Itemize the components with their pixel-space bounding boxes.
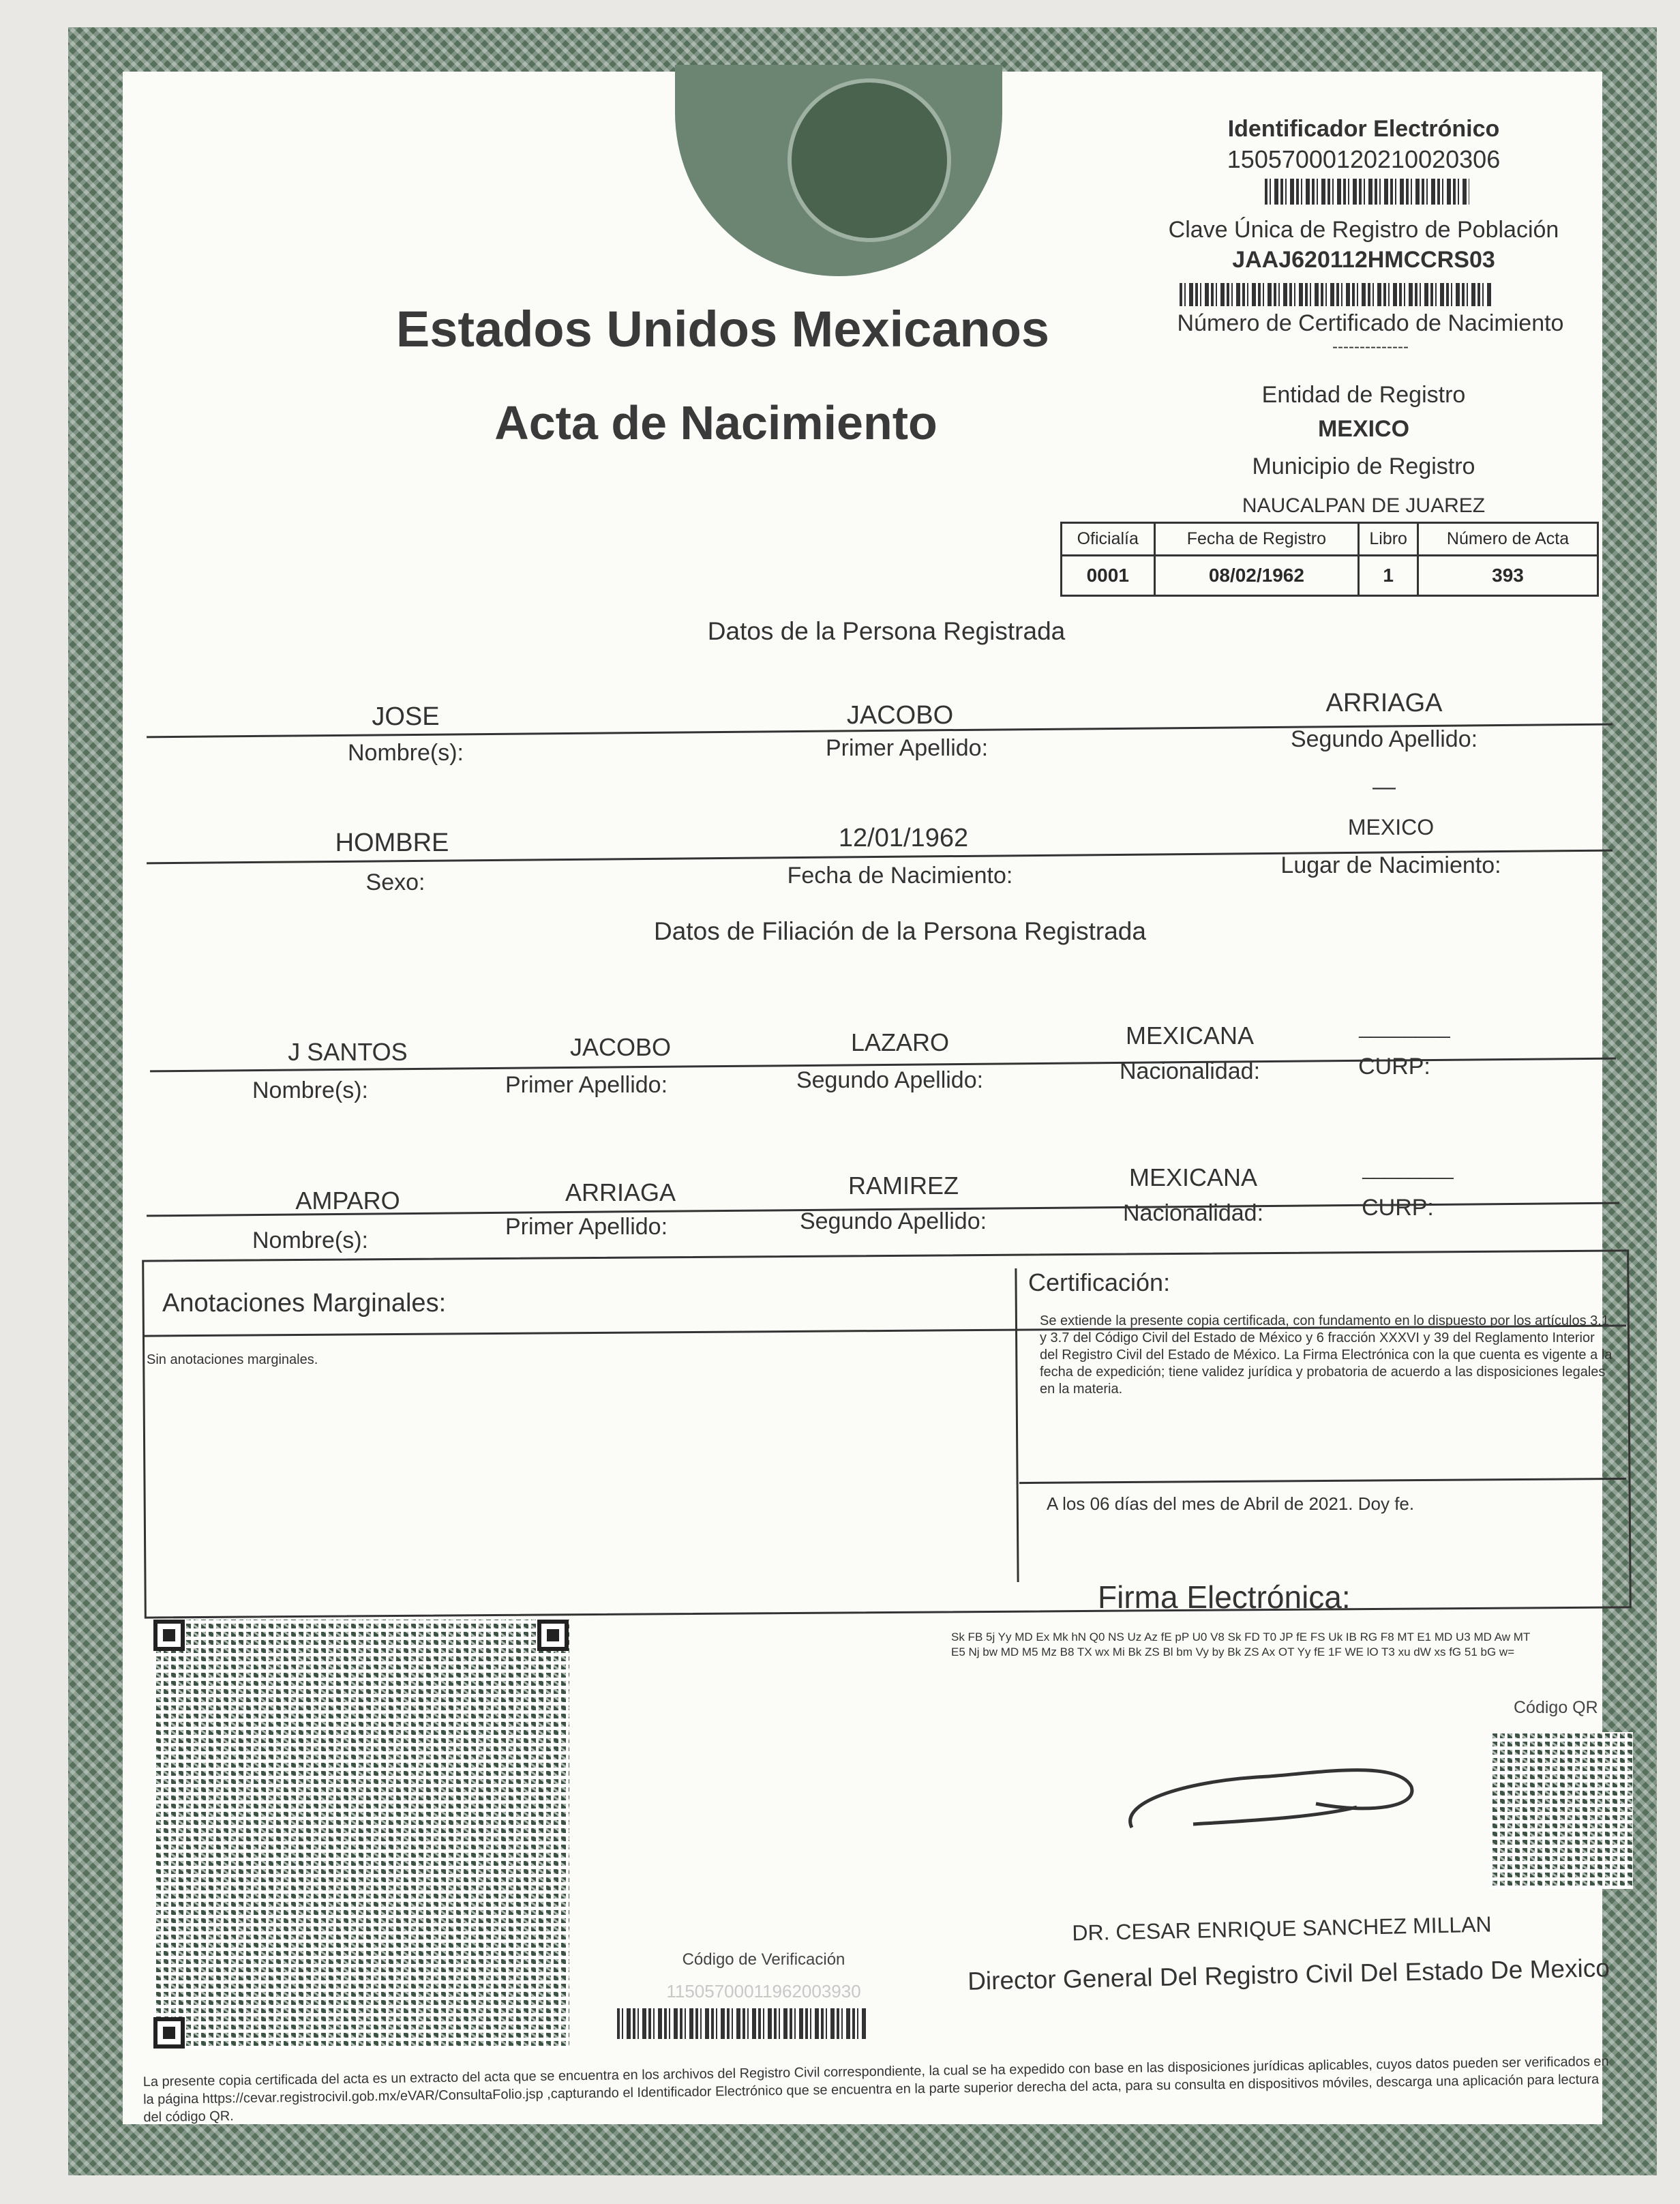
person-birth-place-label: Lugar de Nacimiento: (1280, 852, 1501, 878)
verification-label: Código de Verificación (682, 1950, 845, 1969)
father-curp-label: CURP: (1358, 1054, 1430, 1079)
registry-header-book: Libro (1359, 523, 1418, 556)
signature-hash: Sk FB 5j Yy MD Ex Mk hN Q0 NS Uz Az fE pP U0 V8 Sk FD T0 JP fE FS Uk IB RG F8 MT E1 MD U3 MD Aw MT E5 Nj bw MD M5 Mz B8 TX wx Mi Bk ZS Bl bm Vy by Bk ZS Ax OT Yy fE 1F WE lO T3 xu dW xs fG 51 bG w= (951, 1630, 1530, 1658)
footer-legal-text: La presente copia certificada del acta es un extracto del acta que se encuentra en los archivos del Registro Civil correspondiente, la cual se ha expedido con base en las disposiciones jurídicas aplicables, cuyos datos pueden ser verificados en la página https://cevar.registrocivil.gob.mx/eVAR/ConsultaFolio.jsp ,capturando el Identificador Electrónico que se encuentra en la parte superior derecha del acta, para su consulta en dispositivos móviles, descarga una aplicación para lectura del código QR. (142, 2054, 1609, 2126)
registry-oficialia: 0001 (1062, 556, 1155, 596)
registry-header-act: Número de Acta (1418, 523, 1598, 556)
certificate-number-value: -------------- (1332, 338, 1409, 356)
father-surname2: LAZARO (850, 1028, 950, 1056)
father-curp: ________ (1359, 1016, 1450, 1039)
person-surname1: JACOBO (846, 701, 954, 730)
person-surname2: ARRIAGA (1325, 689, 1443, 717)
registry-act-number: 393 (1418, 556, 1598, 596)
annotations-text: Sin anotaciones marginales. (147, 1352, 318, 1367)
mother-name-label: Nombre(s): (252, 1227, 369, 1253)
person-surname2-label: Segundo Apellido: (1290, 726, 1478, 752)
person-birth-date-label: Fecha de Nacimiento: (787, 863, 1013, 889)
municipality-value: NAUCALPAN DE JUAREZ (1242, 494, 1486, 517)
registry-header-date: Fecha de Registro (1154, 523, 1359, 556)
father-nationality-label: Nacionalidad: (1119, 1058, 1261, 1084)
father-name: J SANTOS (288, 1038, 408, 1066)
mother-curp: ________ (1362, 1157, 1454, 1180)
person-sex-label: Sexo: (365, 869, 425, 895)
mother-surname2-label: Segundo Apellido: (799, 1208, 987, 1234)
person-birth-place: MEXICO (1347, 815, 1435, 839)
entity-label: Entidad de Registro (1261, 382, 1466, 408)
handwritten-signature (1111, 1739, 1425, 1841)
mother-surname1-label: Primer Apellido: (505, 1214, 668, 1240)
registry-table (1060, 522, 1599, 597)
id-barcode (1265, 179, 1469, 205)
mother-surname2: RAMIREZ (848, 1172, 959, 1200)
qr-label: Código QR (1514, 1698, 1598, 1717)
document-title: Acta de Nacimiento (494, 396, 937, 449)
electronic-id-value: 15057000120210020306 (1227, 145, 1501, 173)
official-title: Director General Del Registro Civil Del Estado De Mexico (967, 1954, 1610, 1995)
national-seal-icon (787, 78, 951, 242)
person-section-title: Datos de la Persona Registrada (707, 617, 1066, 645)
municipality-label: Municipio de Registro (1252, 453, 1475, 479)
mother-surname1: ARRIAGA (565, 1178, 676, 1206)
father-surname1: JACOBO (569, 1033, 672, 1061)
verification-value: 11505700011962003930 (666, 1981, 861, 2001)
curp-barcode (1180, 283, 1493, 306)
qr-finder-top-left-icon (153, 1620, 185, 1651)
large-qr-code (153, 1620, 569, 2049)
dash-mark: — (1372, 774, 1396, 800)
mother-nationality: MEXICANA (1128, 1163, 1258, 1191)
verification-barcode (617, 2008, 866, 2039)
curp-value: JAAJ620112HMCCRS03 (1232, 247, 1495, 273)
annotations-title: Anotaciones Marginales: (162, 1289, 447, 1317)
person-birth-date: 12/01/1962 (838, 824, 969, 852)
qr-finder-bottom-left-icon (153, 2017, 185, 2049)
father-surname2-label: Segundo Apellido: (796, 1067, 984, 1093)
small-qr-code (1490, 1732, 1633, 1889)
certification-text: Se extiende la presente copia certificada, con fundamento en lo dispuesto por los artículos 3.1 y 3.7 del Código Civil del Estado de México y 6 fracción XXXVI y 39 del Reglamento Interior del Registro Civil del Estado de México. La Firma Electrónica con la que cuenta es vigente a la fecha de expedición; tiene validez jurídica y probatoria de acuerdo a las disposiciones legales en la materia. (1040, 1313, 1612, 1397)
father-name-label: Nombre(s): (252, 1077, 369, 1103)
qr-finder-top-right-icon (537, 1620, 569, 1651)
filiation-section-title: Datos de Filiación de la Persona Registrada (654, 917, 1146, 945)
signature-title: Firma Electrónica: (1098, 1579, 1351, 1615)
official-name: DR. CESAR ENRIQUE SANCHEZ MILLAN (1072, 1911, 1492, 1946)
father-surname1-label: Primer Apellido: (505, 1072, 668, 1098)
entity-value: MEXICO (1317, 416, 1410, 442)
certification-date: A los 06 días del mes de Abril de 2021. Doy fe. (1047, 1493, 1415, 1514)
curp-label: Clave Única de Registro de Población (1168, 217, 1559, 243)
mother-curp-label: CURP: (1362, 1195, 1434, 1221)
person-name-label: Nombre(s): (347, 740, 464, 766)
registry-date: 08/02/1962 (1154, 556, 1359, 596)
mother-name: AMPARO (295, 1187, 400, 1215)
father-nationality: MEXICANA (1125, 1022, 1255, 1049)
certificate-number-label: Número de Certificado de Nacimiento (1177, 310, 1564, 336)
registry-header-oficialia: Oficialía (1062, 523, 1155, 556)
mother-nationality-label: Nacionalidad: (1122, 1200, 1264, 1226)
person-sex: HOMBRE (335, 829, 449, 857)
person-name: JOSE (372, 702, 440, 731)
person-surname1-label: Primer Apellido: (825, 735, 989, 761)
registry-book: 1 (1359, 556, 1418, 596)
certification-title: Certificación: (1028, 1268, 1171, 1296)
country-title: Estados Unidos Mexicanos (395, 301, 1050, 357)
electronic-id-label: Identificador Electrónico (1227, 116, 1500, 142)
